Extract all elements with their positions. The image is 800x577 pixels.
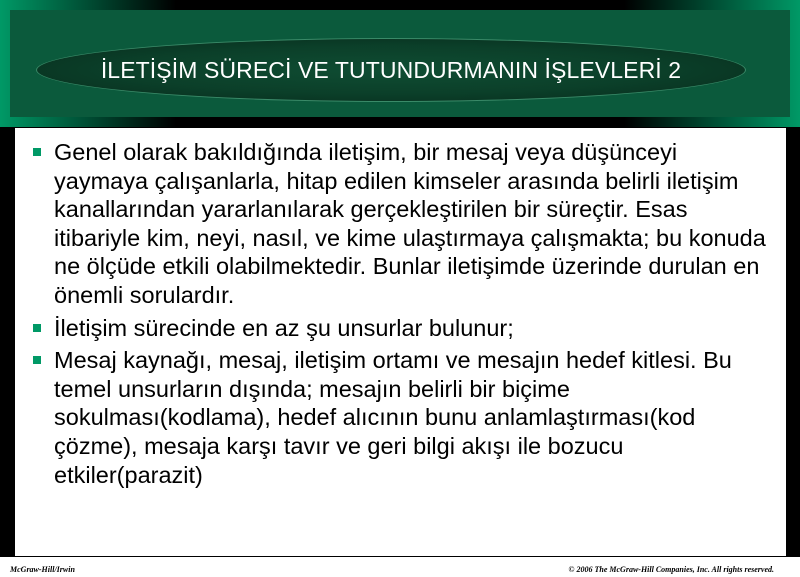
bullet-text: Genel olarak bakıldığında iletişim, bir mesaj veya düşünceyi yaymaya çalışanlarla, hitap edilen kimseler arasında belirli iletişim kanallarından yararlanılarak gerçekleştirilen bir süreçtir. Esas itibariyle kim, neyi, nasıl, ve kime ulaştırmaya çalışmakta; bu konuda ne ölçüde etkili olabilmektedir. Bunlar iletişimde üzerinde durulan en önemli sorulardır.	[54, 139, 766, 308]
bullet-text: İletişim sürecinde en az şu unsurlar bulunur;	[54, 314, 514, 341]
publisher-label: McGraw-Hill/Irwin	[10, 565, 75, 574]
slide-header	[0, 0, 800, 127]
copyright-notice: © 2006 The McGraw-Hill Companies, Inc. All rights reserved.	[568, 565, 774, 574]
slide-body	[15, 128, 786, 556]
slide-title: İLETİŞİM SÜRECİ VE TUTUNDURMANIN İŞLEVLERİ 2	[100, 57, 682, 83]
bullet-square-icon	[33, 324, 41, 332]
bullet-square-icon	[33, 148, 41, 156]
bullet-list	[15, 128, 786, 489]
bullet-item	[15, 138, 786, 310]
bullet-item	[15, 314, 786, 343]
bullet-square-icon	[33, 356, 41, 364]
slide-footer	[0, 557, 800, 577]
bullet-text: Mesaj kaynağı, mesaj, iletişim ortamı ve mesajın hedef kitlesi. Bu temel unsurların dışında; mesajın belirli bir biçime sokulması(kodlama), hedef alıcının bunu anlamlaştırması(kod çözme), mesaja karşı tavır ve geri bilgi akışı ile bozucu etkiler(parazit)	[54, 347, 732, 488]
bullet-item	[15, 346, 786, 489]
